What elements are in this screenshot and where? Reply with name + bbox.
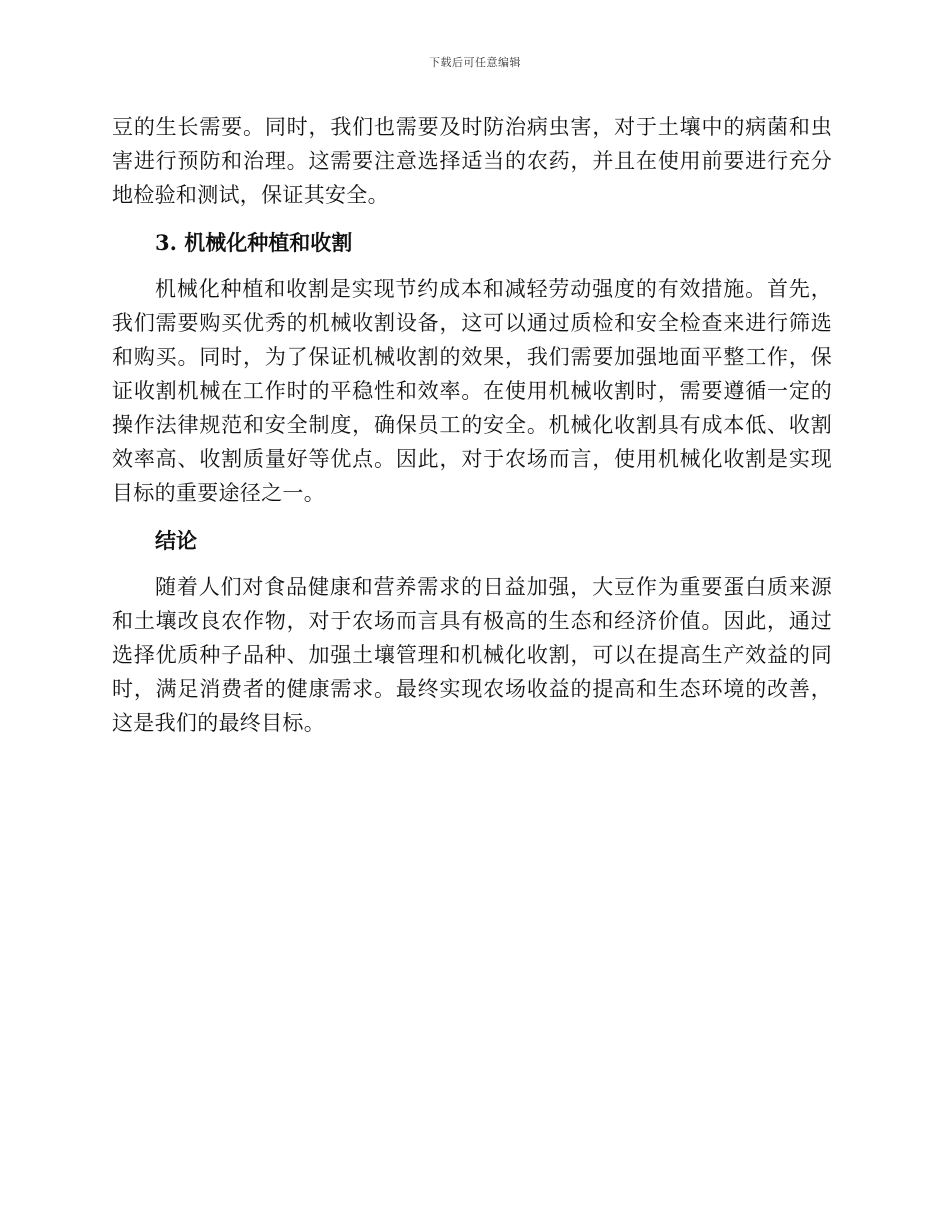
- paragraph-continued: 豆的生长需要。同时，我们也需要及时防治病虫害，对于土壤中的病菌和虫害进行预防和治理。这需要注意选择适当的农药，并且在使用前要进行充分地检验和测试，保证其安全。: [112, 115, 832, 207]
- header-note: 下载后可任意编辑: [429, 56, 521, 69]
- paragraph-conclusion: 随着人们对食品健康和营养需求的日益加强，大豆作为重要蛋白质来源和土壤改良农作物，对于农场而言具有极高的生态和经济价值。因此，通过选择优质种子品种、加强土壤管理和机械化收割，可以在提高生产效益的同时，满足消费者的健康需求。最终实现农场收益的提高和生态环境的改善，这是我们的最终目标。: [112, 575, 832, 735]
- section-heading-mechanization: 3. 机械化种植和收割: [155, 230, 353, 255]
- document-body: [112, 110, 832, 750]
- paragraph-mechanization: 机械化种植和收割是实现节约成本和减轻劳动强度的有效措施。首先，我们需要购买优秀的机械收割设备，这可以通过质检和安全检查来进行筛选和购买。同时，为了保证机械收割的效果，我们需要加强地面平整工作，保证收割机械在工作时的平稳性和效率。在使用机械收割时，需要遵循一定的操作法律规范和安全制度，确保员工的安全。机械化收割具有成本低、收割效率高、收割质量好等优点。因此，对于农场而言，使用机械化收割是实现目标的重要途径之一。: [112, 277, 832, 505]
- section-heading-conclusion: 结论: [155, 528, 197, 553]
